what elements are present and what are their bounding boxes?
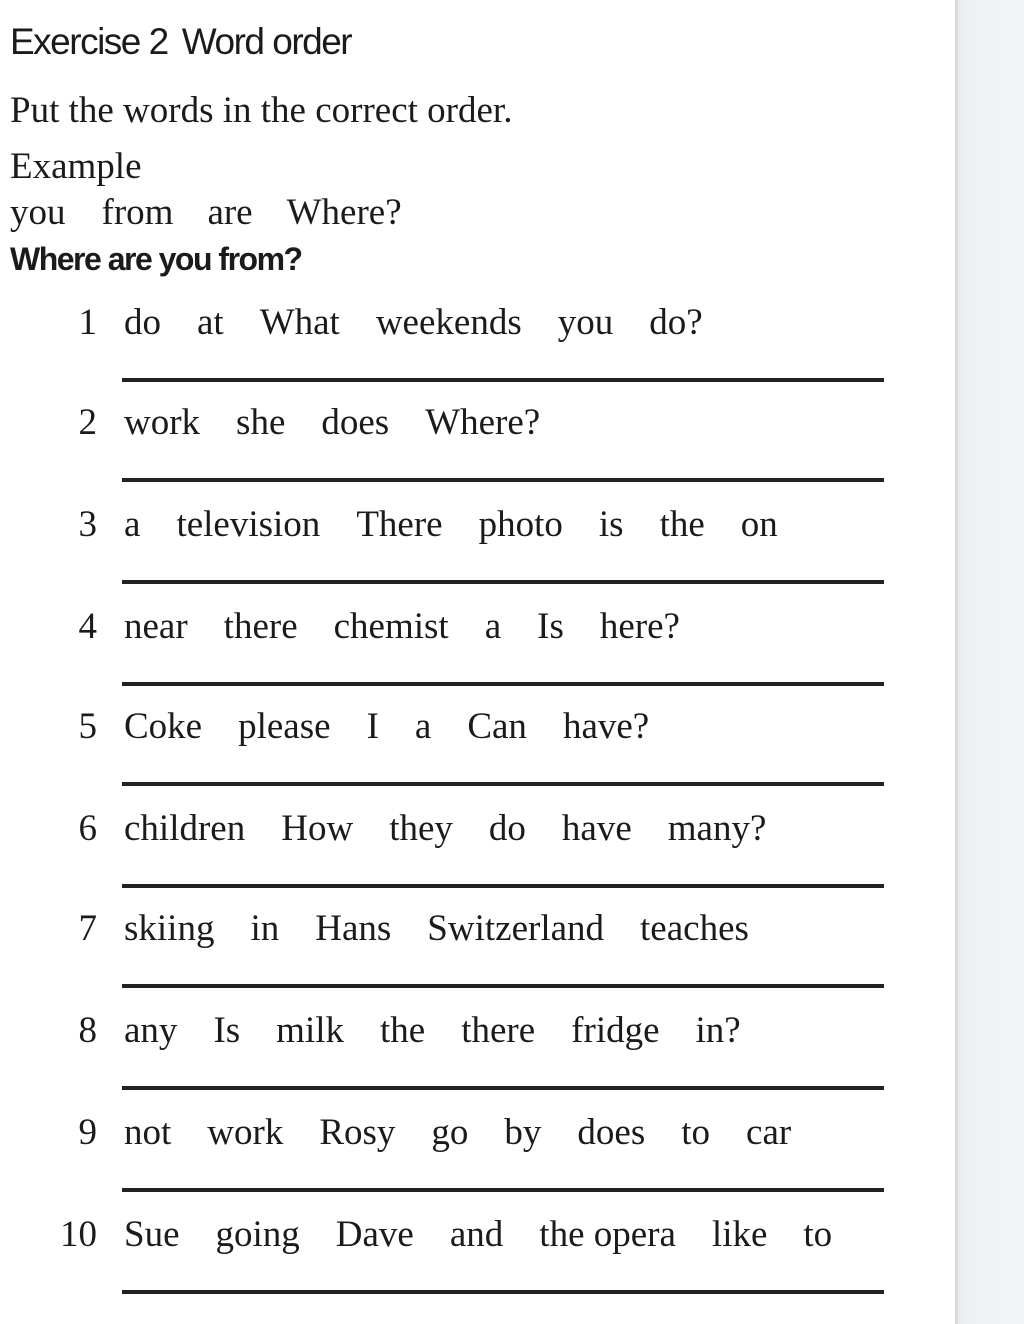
scrambled-word: you xyxy=(557,302,614,343)
scrambled-word: photo xyxy=(478,504,563,545)
exercise-item xyxy=(0,400,955,490)
exercise-item xyxy=(0,704,955,794)
item-words xyxy=(124,1212,832,1258)
scrambled-word: do xyxy=(124,302,161,343)
scrambled-word: does xyxy=(321,402,390,443)
page-edge-shadow xyxy=(955,0,958,1324)
item-number: 6 xyxy=(78,808,97,849)
item-words xyxy=(124,906,749,952)
scrambled-word: Switzerland xyxy=(427,908,605,949)
answer-line[interactable] xyxy=(122,1086,884,1090)
scrambled-word: does xyxy=(577,1112,646,1153)
item-number: 3 xyxy=(78,504,97,545)
scrambled-word: they xyxy=(389,808,453,849)
answer-line[interactable] xyxy=(122,580,884,584)
scrambled-word: There xyxy=(356,504,443,545)
exercise-title: Word order xyxy=(181,21,352,62)
page-margin xyxy=(955,0,1024,1324)
example-words xyxy=(10,190,402,236)
exercise-item xyxy=(0,1110,955,1200)
scrambled-word: any xyxy=(124,1010,178,1051)
scrambled-word: skiing xyxy=(124,908,215,949)
exercise-item xyxy=(0,604,955,694)
item-words xyxy=(124,502,778,548)
scrambled-word: in? xyxy=(695,1010,741,1051)
item-words xyxy=(124,704,649,750)
scrambled-word: car xyxy=(746,1112,792,1153)
item-words xyxy=(124,300,703,346)
item-words xyxy=(124,1008,741,1054)
scrambled-word: Is xyxy=(537,606,564,647)
scrambled-word: many? xyxy=(667,808,767,849)
scrambled-word: on xyxy=(740,504,778,545)
answer-line[interactable] xyxy=(122,1290,884,1294)
scrambled-word: Is xyxy=(213,1010,241,1051)
scrambled-word: go xyxy=(431,1112,469,1153)
scrambled-word: children xyxy=(124,808,246,849)
exercise-item xyxy=(0,300,955,390)
item-number: 1 xyxy=(78,302,97,343)
scrambled-word: Where? xyxy=(425,402,541,443)
scrambled-word: How xyxy=(281,808,354,849)
item-number: 5 xyxy=(78,706,97,747)
item-number: 9 xyxy=(78,1112,97,1153)
scrambled-word: a xyxy=(484,606,502,647)
scrambled-word: she xyxy=(236,402,286,443)
example-word: from xyxy=(101,192,174,233)
answer-line[interactable] xyxy=(122,478,884,482)
scrambled-word: Hans xyxy=(315,908,392,949)
scrambled-word: Coke xyxy=(124,706,203,747)
scrambled-word: do xyxy=(488,808,526,849)
scrambled-word: please xyxy=(238,706,331,747)
scrambled-word: going xyxy=(215,1214,300,1255)
scrambled-word: there xyxy=(461,1010,536,1051)
scrambled-word: at xyxy=(197,302,224,343)
scrambled-word: What xyxy=(259,302,340,343)
scrambled-word: here? xyxy=(599,606,680,647)
exercise-heading xyxy=(10,20,351,64)
answer-line[interactable] xyxy=(122,782,884,786)
scrambled-word: weekends xyxy=(375,302,522,343)
item-words xyxy=(124,400,540,446)
scrambled-word: is xyxy=(598,504,624,545)
instruction-text: Put the words in the correct order. xyxy=(10,90,513,131)
item-number: 2 xyxy=(78,402,97,443)
item-words xyxy=(124,1110,791,1156)
scrambled-word: to xyxy=(803,1214,833,1255)
scrambled-word: have xyxy=(561,808,632,849)
scrambled-word: milk xyxy=(276,1010,345,1051)
scrambled-word: I xyxy=(366,706,379,747)
scrambled-word: and xyxy=(449,1214,504,1255)
scrambled-word: not xyxy=(124,1112,172,1153)
example-answer: Where are you from? xyxy=(10,241,302,277)
item-words xyxy=(124,604,680,650)
scrambled-word: the xyxy=(659,504,705,545)
exercise-item xyxy=(0,1008,955,1098)
scrambled-word: in xyxy=(250,908,280,949)
scrambled-word: a xyxy=(124,504,141,545)
scrambled-word: teaches xyxy=(640,908,749,949)
item-number: 10 xyxy=(60,1214,97,1255)
scrambled-word: work xyxy=(207,1112,284,1153)
scrambled-word: television xyxy=(176,504,321,545)
answer-line[interactable] xyxy=(122,378,884,382)
scrambled-word: work xyxy=(124,402,201,443)
answer-line[interactable] xyxy=(122,1188,884,1192)
exercise-item xyxy=(0,502,955,592)
scrambled-word: Can xyxy=(467,706,527,747)
scrambled-word: Dave xyxy=(335,1214,414,1255)
scrambled-word: Sue xyxy=(124,1214,180,1255)
exercise-label: Exercise 2 xyxy=(10,21,168,62)
scrambled-word: a xyxy=(414,706,432,747)
example-word: are xyxy=(207,192,253,233)
scrambled-word: fridge xyxy=(571,1010,660,1051)
scrambled-word: the opera xyxy=(539,1214,676,1255)
item-words xyxy=(124,806,766,852)
scrambled-word: there xyxy=(223,606,298,647)
scrambled-word: to xyxy=(681,1112,711,1153)
scrambled-word: like xyxy=(711,1214,768,1255)
scrambled-word: do? xyxy=(649,302,703,343)
answer-line[interactable] xyxy=(122,884,884,888)
scrambled-word: the xyxy=(380,1010,426,1051)
answer-line[interactable] xyxy=(122,682,884,686)
scrambled-word: by xyxy=(504,1112,542,1153)
item-number: 8 xyxy=(78,1010,97,1051)
scrambled-word: chemist xyxy=(333,606,449,647)
scrambled-word: Rosy xyxy=(319,1112,396,1153)
example-word: you xyxy=(10,192,66,233)
example-word: Where? xyxy=(286,192,402,233)
item-number: 7 xyxy=(78,908,97,949)
exercise-item xyxy=(0,906,955,996)
exercise-item xyxy=(0,806,955,896)
exercise-item xyxy=(0,1212,955,1302)
item-number: 4 xyxy=(78,606,97,647)
scrambled-word: near xyxy=(124,606,188,647)
scrambled-word: have? xyxy=(562,706,650,747)
answer-line[interactable] xyxy=(122,984,884,988)
example-label: Example xyxy=(10,146,142,187)
